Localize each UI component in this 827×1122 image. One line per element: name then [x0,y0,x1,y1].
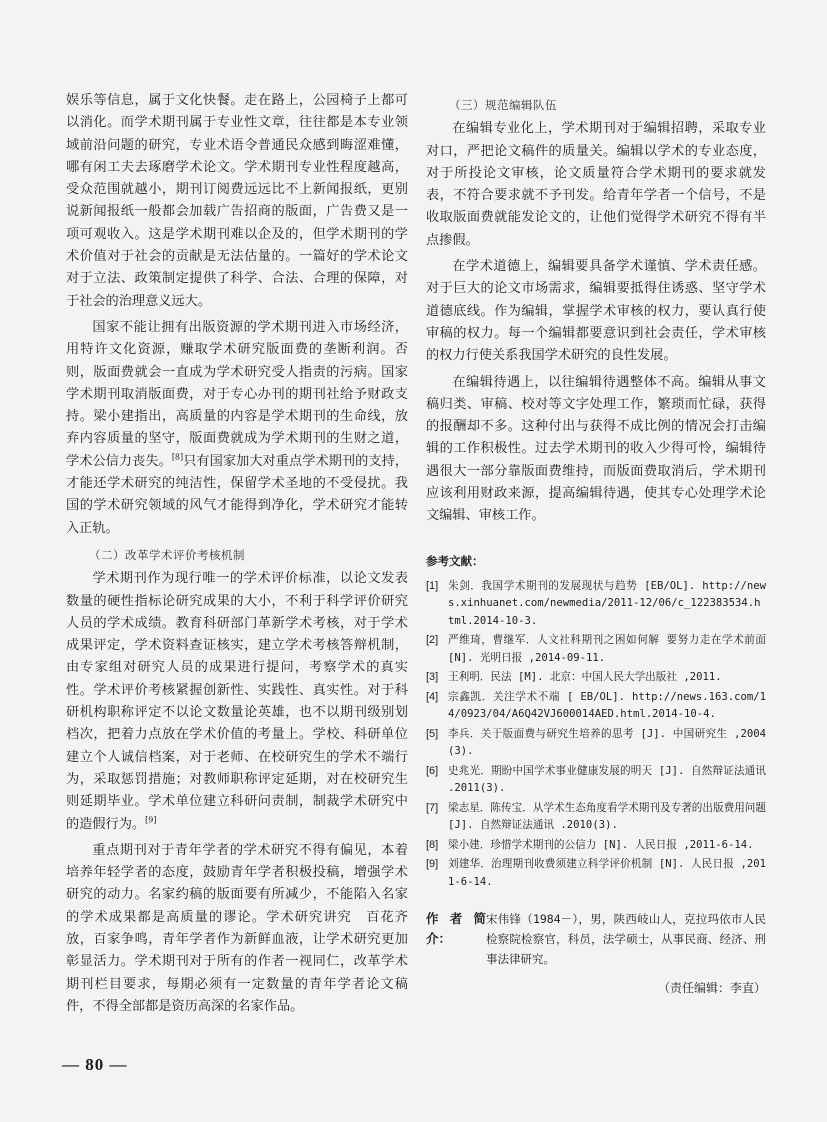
citation-marker: [9] [145,815,157,825]
reference-number: [7] [426,801,439,814]
reference-number: [3] [426,671,439,684]
reference-text: 宗鑫凯．关注学术不端 [ EB/OL]. http://news.163.com/14/0923/04/A6Q42VJ600014AED.html.2014-10-4. [448,690,766,721]
paragraph-text: 国家不能让拥有出版资源的学术期刊进入市场经济，用特许文化资源，赚取学术研究版面费的垄断利润。否则，版面费就会一直成为学术研究受人指责的污病。国家学术期刊取消版面费，对于专心办刊的期刊社给予财政支持。梁小建指出，高质量的内容是学术期刊的生命线，放弃内容质量的坚守，版面费就成为学术期刊的生财之道，学术公信力丧失。 [66,319,408,469]
paragraph: 重点期刊对于青年学者的学术研究不得有偏见，本着培养年轻学者的态度，鼓励青年学者积极投稿，增强学术研究的动力。名家约稿的版面要有所减少，不能陷入名家的学术成果都是高质量的谬论。学术研究讲究 百花齐放，百家争鸣，青年学者作为新鲜血液，让学术研究更加彰显活力。学术期刊对于所有的作者一视同仁，改革学术期刊栏目要求，每期必须有一定数量的青年学者论文稿件，不得全部都是资历高深的名家作品。 [66,842,408,1014]
paragraph-text: 只有国家加大对重点学术期刊的支持，才能还学术研究的纯洁性，保留学术圣地的不受侵扰。我国的学术研究领域的风气才能得到净化，学术研究才能转入正轨。 [66,453,409,536]
reference-number: [6] [426,764,439,777]
reference-text: 李兵．关于版面费与研究生培养的思考 [J]. 中国研究生 ,2004(3). [448,727,766,758]
references-title: 参考文献： [426,553,484,568]
reference-item [426,763,766,798]
reference-text: 严维琦，曹继军．人文社科期刊之困如何解 要努力走在学术前面 [N]. 光明日报 ,2014-09-11. [448,634,766,664]
paragraph: 在编辑专业化上，学术期刊对于编辑招聘，采取专业对口，严把论文稿件的质量关。编辑以学术的专业态度，对于所投论文审核，论文质量符合学术期刊的要求就发表，不符合要求就不予刊发。给青年学者一个信号，不是收取版面费就能发论文的，让他们觉得学术研究不得有半点掺假。 [426,121,766,248]
left-column [66,90,408,1018]
references [426,550,766,892]
reference-text: 梁小建．珍惜学术期刊的公信力 [N]. 人民日报 ,2011-6-14. [448,838,754,851]
author-text: 宋伟锋（1984－），男，陕西岐山人，克拉玛依市人民检察院检察官，科员，法学硕士，从事民商、经济、刑事法律研究。 [486,912,766,967]
reference-item [426,578,766,631]
reference-number: [1] [426,579,439,592]
page-number: — 80 — [62,1055,128,1074]
responsible-editor: （责任编辑：李直） [657,981,766,996]
reference-text: 朱剑．我国学术期刊的发展现状与趋势 [EB/OL]. http://news.xinhuanet.com/newmedia/2011-12/06/c_122383534.html.2014-10-3. [448,579,766,627]
reference-item [426,837,766,855]
reference-number: [2] [426,634,439,647]
author-bio [426,909,766,969]
reference-number: [4] [426,690,439,703]
reference-text: 梁志星．陈传宝．从学术生态角度看学术期刊及专著的出版费用问题 [J]. 自然辩证法通讯 .2010(3). [448,801,766,832]
paragraph [66,568,408,836]
section-heading: （三）规范编辑队伍 [449,98,557,112]
paragraph-text: 学术期刊作为现行唯一的学术评价标准，以论文发表数量的硬性指标论研究成果的大小，不利于科学评价研究人员的学术成绩。教育科研部门革新学术考核，对于学术成果评定，学术资料查证核实，建立学术考核答辩机制，由专家组对研究人员的成果进行提问，考察学术的真实性。学术评价考核紧握创新性、实践性、真实性。对于科研机构职称评定不以论文数量论英雄，也不以期刊级别划档次，把着力点放在学术价值的考量上。学校、科研单位建立个人诚信档案，对于老师、在校研究生的学术不端行为，采取惩罚措施；对教师职称评定延期，对在校研究生则延期毕业。学术单位建立科研问责制，制裁学术研究中的造假行为。 [66,571,408,832]
section-heading: （二）改革学术评价考核机制 [89,547,245,562]
paragraph: 在学术道德上，编辑要具备学术谨慎、学术责任感。对于巨大的论文市场需求，编辑要抵得住诱惑、坚守学术道德底线。作为编辑，掌握学术审核的权力，要认真行使审稿的权力。每一个编辑都要意识到社会责任，学术审核的权力行使关系我国学术研究的良性发展。 [426,259,766,364]
reference-number: [5] [426,727,439,740]
reference-item [426,800,766,835]
author-label: 作者简介： [426,911,486,947]
reference-item [426,856,766,891]
citation-marker: [8] [171,452,184,462]
reference-number: [9] [426,858,439,871]
reference-text: 王利明．民法 [M]. 北京：中国人民大学出版社 ,2011. [448,671,722,684]
paragraph [66,317,408,540]
reference-item [426,632,766,667]
reference-text: 史兆光．期盼中国学术事业健康发展的明天 [J]. 自然辩证法通讯 .2011(3). [448,764,766,795]
right-column [426,90,766,1000]
reference-item [426,669,766,687]
reference-text: 刘建华．治理期刊收费须建立科学评价机制 [N]. 人民日报 ,2011-6-14. [448,858,766,888]
reference-number: [8] [426,838,439,851]
reference-item [426,726,766,761]
paragraph: 娱乐等信息，属于文化快餐。走在路上，公园椅子上都可以消化。而学术期刊属于专业性文章，往往都是本专业领域前沿问题的研究，专业术语令普通民众感到晦涩难懂，哪有闲工夫去琢磨学术论文。学术期刊专业性程度越高，受众范围就越小，期刊订阅费远远比不上新闻报纸，更别说新闻报纸一般都会加载广告招商的版面，广告费又是一项可观收入。这是学术期刊难以企及的，但学术期刊的学术价值对于社会的贡献是无法估量的。一篇好的学术论文对于立法、政策制定提供了科学、合法、合理的保障，对于社会的治理意义远大。 [66,93,408,309]
reference-item [426,689,766,724]
paragraph: 在编辑待遇上，以往编辑待遇整体不高。编辑从事文稿归类、审稿、校对等文字处理工作，繁琐而忙碌，获得的报酬却不多。这种付出与获得不成比例的情况会打击编辑的工作积极性。过去学术期刊的收入少得可怜，编辑待遇很大一部分靠版面费维持，而版面费取消后，学术期刊应该利用财政来源，提高编辑待遇，使其专心处理学术论文编辑、审核工作。 [426,374,766,524]
